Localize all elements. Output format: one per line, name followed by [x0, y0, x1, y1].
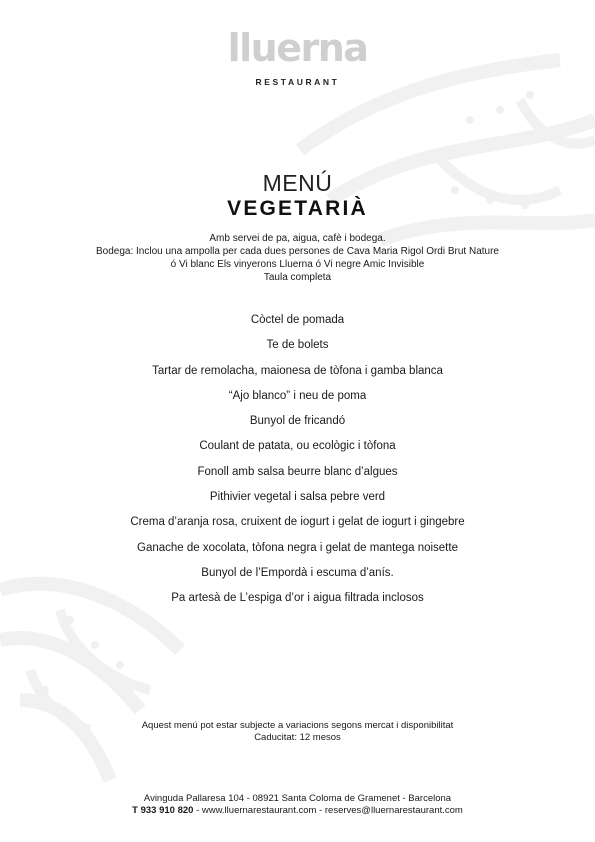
menu-disclaimer	[0, 720, 595, 744]
dish-item: Coulant de patata, ou ecològic i tòfona	[199, 440, 396, 453]
intro-line: Bodega: Inclou una ampolla per cada dues persones de Cava Maria Rigol Ordi Brut Nature	[95, 246, 499, 257]
page-footer	[0, 793, 595, 817]
menu-title: MENÚ	[262, 170, 333, 196]
footer-phone: T 933 910 820	[132, 805, 194, 816]
disclaimer-line: Aquest menú pot estar subjecte a variacions segons mercat i disponibilitat	[141, 720, 454, 731]
intro-line: Amb servei de pa, aigua, cafè i bodega.	[209, 233, 386, 244]
dish-item: Ganache de xocolata, tòfona negra i gelat de mantega noisette	[137, 541, 458, 554]
dish-item: Te de bolets	[266, 339, 329, 352]
intro-line: Taula completa	[263, 272, 332, 283]
dish-item: “Ajo blanco” i neu de poma	[228, 389, 367, 402]
dish-list	[0, 312, 595, 616]
dish-item: Pa artesà de L’espiga d’or i aigua filtrada inclosos	[171, 592, 424, 605]
menu-intro	[0, 232, 595, 284]
dish-item: Còctel de pomada	[250, 314, 345, 326]
dish-item: Fonoll amb salsa beurre blanc d’algues	[197, 465, 398, 478]
intro-line: ó Vi blanc Els vinyerons Lluerna ó Vi negre Amic Invisible	[170, 259, 425, 270]
footer-address: Avinguda Pallaresa 104 - 08921 Santa Coloma de Gramenet - Barcelona	[143, 793, 452, 804]
dish-item: Bunyol de l’Empordà i escuma d’anís.	[201, 566, 394, 579]
menu-subtitle: VEGETARIÀ	[227, 197, 368, 220]
restaurant-logo	[0, 26, 595, 87]
logo-wordmark: lluerna	[227, 26, 368, 70]
expiry-line: Caducitat: 12 mesos	[254, 732, 341, 743]
logo-subtitle: RESTAURANT	[255, 77, 340, 87]
dish-item: Crema d’aranja rosa, cruixent de iogurt i gelat de iogurt i gingebre	[130, 516, 465, 529]
footer-contact-line	[0, 805, 595, 817]
dish-item: Bunyol de fricandó	[249, 415, 346, 428]
dish-item: Pithivier vegetal i salsa pebre verd	[209, 491, 386, 504]
footer-contact: - www.lluernarestaurant.com - reserves@lluernarestaurant.com	[193, 805, 463, 816]
dish-item: Tartar de remolacha, maionesa de tòfona i gamba blanca	[152, 364, 443, 377]
